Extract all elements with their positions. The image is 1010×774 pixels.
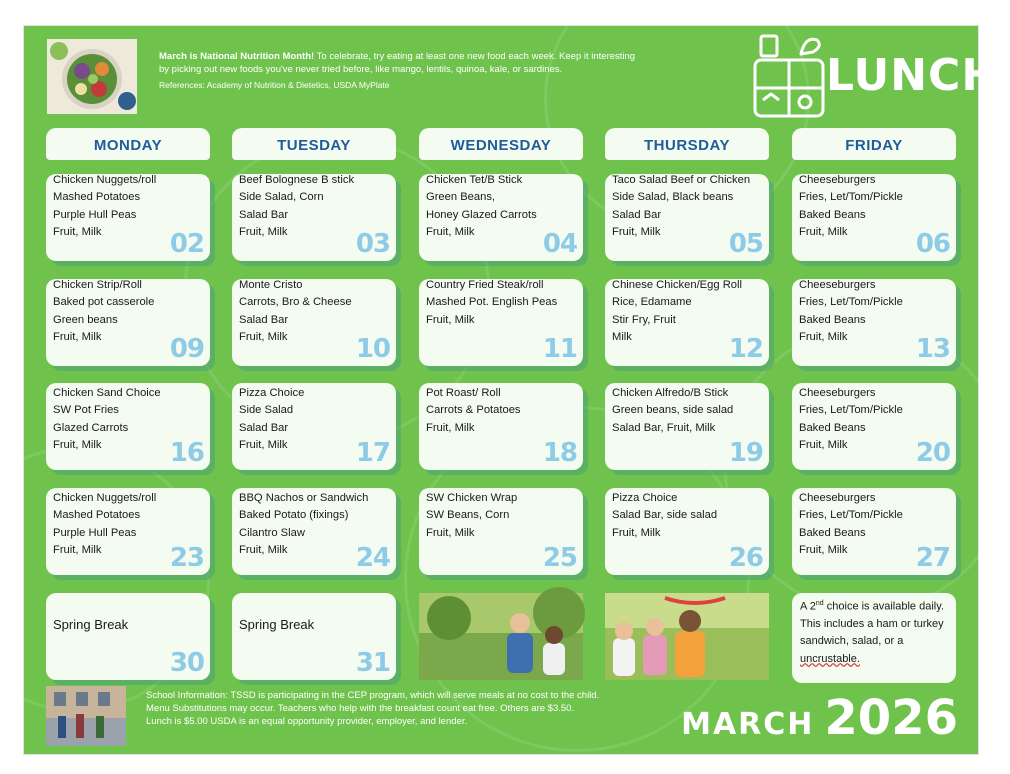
meal-list	[426, 172, 537, 241]
day-cell-09	[46, 279, 210, 366]
meal-item: SW Beans, Corn	[426, 509, 510, 522]
day-cell-13	[792, 279, 956, 366]
date-number: 24	[355, 543, 390, 573]
month-label: MARCH	[681, 707, 815, 742]
meal-item: Baked pot casserole	[53, 296, 155, 309]
date-number: 30	[169, 648, 204, 678]
day-cell-24	[232, 488, 396, 575]
meal-item: Purple Hull Peas	[53, 208, 137, 221]
meal-item: Chicken Alfredo/B Stick	[612, 387, 729, 399]
children-playing-photo	[605, 593, 769, 680]
day-cell-12	[605, 279, 769, 366]
note-body: choice is available daily. This includes a ham or turkey sandwich, salad, or a	[800, 600, 944, 648]
meal-item: Fruit, Milk	[426, 526, 475, 539]
meal-item: Fries, Let/Tom/Pickle	[799, 509, 903, 522]
day-cell-03	[232, 174, 396, 261]
meal-item: Cheeseburgers	[799, 387, 876, 399]
meal-list	[612, 277, 742, 346]
second-choice-note	[792, 593, 956, 683]
month-year-label	[681, 690, 958, 746]
meal-item: Fries, Let/Tom/Pickle	[799, 296, 903, 309]
meal-item: Fruit, Milk	[53, 330, 102, 343]
meal-item: Baked Beans	[799, 313, 866, 326]
intro-headline: March is National Nutrition Month!	[159, 51, 315, 62]
children-running-photo	[419, 593, 583, 680]
meal-item: Chicken Nuggets/roll	[53, 174, 157, 186]
meal-list	[53, 172, 156, 241]
day-cell-30	[46, 593, 210, 680]
meal-item: Honey Glazed Carrots	[426, 208, 537, 221]
day-cell-23	[46, 488, 210, 575]
meal-item: Salad Bar, Fruit, Milk	[612, 421, 716, 434]
meal-item: Fruit, Milk	[239, 438, 288, 451]
meal-item: Fruit, Milk	[53, 225, 102, 238]
meal-item: Fruit, Milk	[239, 225, 288, 238]
meal-item: Cheeseburgers	[799, 279, 876, 291]
intro-text	[159, 51, 639, 76]
day-header-tuesday: TUESDAY	[232, 128, 396, 160]
note-uncrustable: uncrustable.	[800, 652, 860, 665]
meal-item: Fruit, Milk	[612, 526, 661, 539]
meal-item: Chicken Tet/B Stick	[426, 174, 523, 186]
menu-page	[23, 25, 1000, 755]
meal-item: Fries, Let/Tom/Pickle	[799, 191, 903, 204]
meal-item: Glazed Carrots	[53, 421, 129, 434]
date-number: 04	[542, 229, 577, 259]
date-number: 06	[915, 229, 950, 259]
meal-list	[426, 486, 517, 542]
day-cell-26	[605, 488, 769, 575]
meal-item: Mashed Potatoes	[53, 509, 141, 522]
date-number: 25	[542, 543, 577, 573]
meal-item: Fruit, Milk	[799, 225, 848, 238]
meal-item: Mashed Pot. English Peas	[426, 296, 558, 309]
meal-item: Fruit, Milk	[53, 543, 102, 556]
day-header-monday: MONDAY	[46, 128, 210, 160]
date-number: 18	[542, 438, 577, 468]
day-cell-19	[605, 383, 769, 470]
day-cell-27	[792, 488, 956, 575]
meal-item: BBQ Nachos or Sandwich	[239, 492, 369, 504]
meal-item: Pizza Choice	[239, 387, 305, 399]
meal-list	[239, 172, 354, 241]
meal-item: Fruit, Milk	[426, 313, 475, 326]
meal-list	[799, 277, 903, 346]
meal-item: Fruit, Milk	[612, 225, 661, 238]
day-cell-18	[419, 383, 583, 470]
meal-item: Chicken Strip/Roll	[53, 279, 142, 291]
date-number: 05	[728, 229, 763, 259]
day-cell-16	[46, 383, 210, 470]
meal-list	[799, 172, 903, 241]
day-cell-10	[232, 279, 396, 366]
date-number: 20	[915, 438, 950, 468]
meal-item: Fruit, Milk	[426, 225, 475, 238]
date-number: 17	[355, 438, 390, 468]
year-label: 2026	[824, 690, 958, 746]
meal-list	[53, 277, 154, 346]
date-number: 16	[169, 438, 204, 468]
meal-item: Mashed Potatoes	[53, 191, 141, 204]
meal-list	[426, 381, 521, 437]
meal-item: Pizza Choice	[612, 492, 678, 504]
meal-item: Side Salad	[239, 404, 294, 417]
meal-item: Fruit, Milk	[239, 543, 288, 556]
day-cell-20	[792, 383, 956, 470]
footer-line: Lunch is $5.00 USDA is an equal opportunity provider, employer, and lender.	[146, 716, 468, 727]
date-number: 09	[169, 334, 204, 364]
meal-item: Green beans	[53, 313, 118, 326]
meal-item: Fruit, Milk	[53, 438, 102, 451]
meal-item: Beef Bolognese B stick	[239, 174, 355, 186]
date-number: 03	[355, 229, 390, 259]
salad-bowl-photo	[47, 39, 137, 114]
meal-list	[53, 381, 161, 454]
day-cell-31	[232, 593, 396, 680]
meal-list	[239, 486, 368, 559]
day-cell-06	[792, 174, 956, 261]
meal-item: Purple Hull Peas	[53, 526, 137, 539]
note-pre: A 2	[800, 600, 816, 613]
meal-item: Carrots, Bro & Cheese	[239, 296, 352, 309]
nutrition-intro	[159, 51, 639, 92]
day-header-wednesday: WEDNESDAY	[419, 128, 583, 160]
day-header-thursday: THURSDAY	[605, 128, 769, 160]
day-cell-05	[605, 174, 769, 261]
meal-item: Salad Bar	[612, 208, 662, 221]
meal-item: Fruit, Milk	[799, 543, 848, 556]
meal-item: Salad Bar	[239, 208, 289, 221]
meal-item: Side Salad, Black beans	[612, 191, 734, 204]
meal-list	[239, 277, 352, 346]
meal-item	[426, 329, 557, 333]
day-cell-17	[232, 383, 396, 470]
meal-item: Milk	[612, 330, 632, 343]
meal-item: Fries, Let/Tom/Pickle	[799, 404, 903, 417]
meal-item: Baked Beans	[799, 526, 866, 539]
meal-list	[53, 486, 156, 559]
day-cell-11	[419, 279, 583, 366]
meal-item: Baked Beans	[799, 421, 866, 434]
date-number: 13	[915, 334, 950, 364]
meal-item: Stir Fry, Fruit	[612, 313, 676, 326]
meal-item: Side Salad, Corn	[239, 191, 324, 204]
school-photo	[46, 686, 126, 746]
date-number: 31	[355, 648, 390, 678]
meal-item: Chinese Chicken/Egg Roll	[612, 279, 742, 291]
meal-item: Baked Potato (fixings)	[239, 509, 349, 522]
day-header-friday: FRIDAY	[792, 128, 956, 160]
day-cell-25	[419, 488, 583, 575]
meal-item: Rice, Edamame	[612, 296, 692, 309]
day-cell-04	[419, 174, 583, 261]
meal-item: Fruit, Milk	[239, 330, 288, 343]
meal-item: Chicken Sand Choice	[53, 387, 161, 399]
meal-list	[612, 486, 717, 542]
meal-item: Cilantro Slaw	[239, 526, 305, 539]
lunchbox-icon	[749, 30, 829, 122]
meal-list	[239, 381, 304, 454]
meal-item: Green Beans,	[426, 191, 496, 204]
meal-item: Fruit, Milk	[799, 438, 848, 451]
meal-item: Baked Beans	[799, 208, 866, 221]
meal-list	[799, 381, 903, 454]
note-sup: nd	[815, 600, 824, 607]
meal-item: SW Chicken Wrap	[426, 492, 518, 504]
meal-item: Green beans, side salad	[612, 404, 734, 417]
date-number: 26	[728, 543, 763, 573]
meal-item: Pot Roast/ Roll	[426, 387, 501, 399]
intro-body: To celebrate, try eating at least one new food each week. Keep it interesting by picking out new foods you've never tried before, like mango, lentils, quinoa, kale, or sardines.	[159, 51, 636, 75]
meal-item: Cheeseburgers	[799, 492, 876, 504]
date-number: 10	[355, 334, 390, 364]
meal-list	[612, 381, 733, 437]
date-number: 23	[169, 543, 204, 573]
meal-item: Fruit, Milk	[799, 330, 848, 343]
footer-line: Menu Substitutions may occur. Teachers who help with the breakfast count eat free. Others are $3.50.	[146, 703, 575, 714]
meal-list	[799, 486, 903, 559]
meal-item: Taco Salad Beef or Chicken	[612, 174, 751, 186]
meal-item: Cheeseburgers	[799, 174, 876, 186]
spring-break-label: Spring Break	[239, 617, 315, 632]
intro-references: References: Academy of Nutrition & Dietetics, USDA MyPlate	[159, 80, 390, 90]
meal-list	[426, 277, 557, 333]
footer-line: School Information: TSSD is participating in the CEP program, which will serve meals at no cost to the child.	[146, 690, 600, 701]
lunch-title: LUNCH	[826, 50, 1000, 101]
date-number: 11	[542, 334, 577, 364]
date-number: 12	[728, 334, 763, 364]
meal-item: Monte Cristo	[239, 279, 303, 291]
spring-break-label: Spring Break	[53, 617, 129, 632]
school-information	[146, 689, 666, 728]
date-number: 19	[728, 438, 763, 468]
date-number: 02	[169, 229, 204, 259]
meal-item: Salad Bar, side salad	[612, 509, 718, 522]
meal-item: Salad Bar	[239, 313, 289, 326]
meal-item: Carrots & Potatoes	[426, 404, 521, 417]
meal-item: Fruit, Milk	[426, 421, 475, 434]
date-number: 27	[915, 543, 950, 573]
meal-item: Salad Bar	[239, 421, 289, 434]
meal-item: Chicken Nuggets/roll	[53, 492, 157, 504]
meal-item: Country Fried Steak/roll	[426, 279, 544, 291]
day-cell-02	[46, 174, 210, 261]
meal-item: SW Pot Fries	[53, 404, 119, 417]
